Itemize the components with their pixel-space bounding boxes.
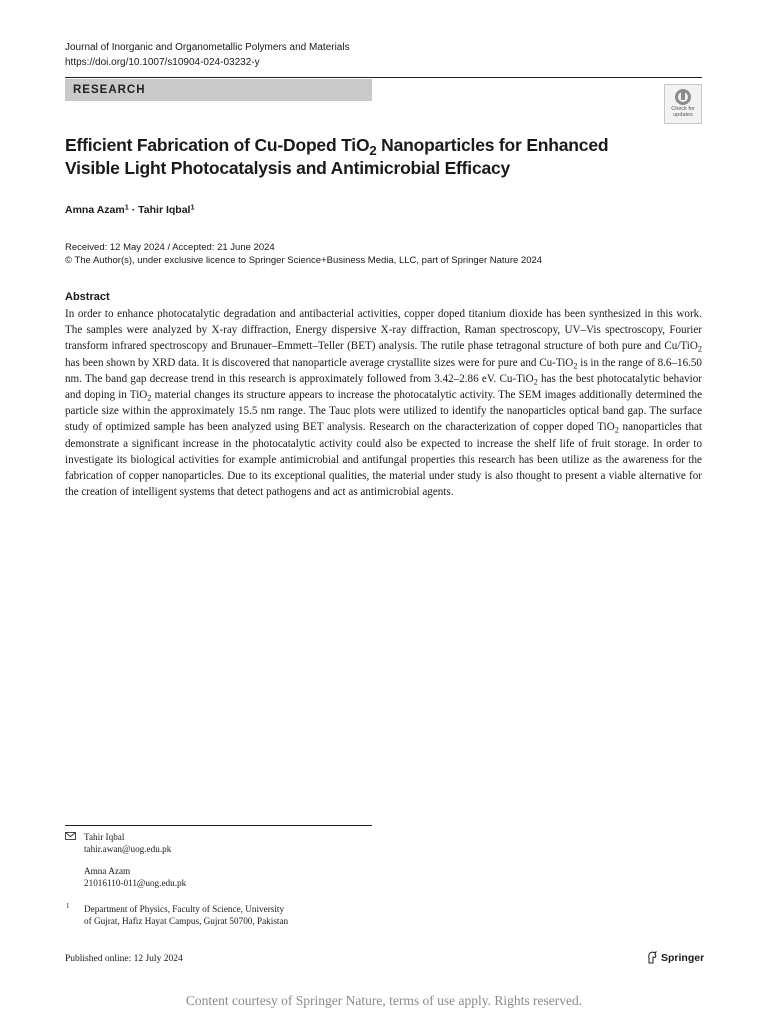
affiliation-line-2: of Gujrat, Hafiz Hayat Campus, Gujrat 50700, Pakistan [84,916,289,926]
title-line-2: Visible Light Photocatalysis and Antimicrobial Efficacy [65,158,511,178]
corresponding-author-email[interactable]: tahir.awan@uog.edu.pk [84,844,172,854]
journal-name: Journal of Inorganic and Organometallic Polymers and Materials [65,42,350,53]
abstract-text: In order to enhance photocatalytic degradation and antibacterial activities, copper doped titanium dioxide has been synthesized in this work. The samples were analyzed by X-ray diffraction, Energy dispersive X-ray diffraction, Raman spectroscopy, UV–Vis spectroscopy, Fourier transform infrared spectroscopy and Brunauer–Emmett–Teller (BET) analysis. The rutile phase tetragonal structure of both pure and Cu/TiO$_2$ has been shown by XRD data. It is discovered that nanoparticle average crystallite sizes were for pure and Cu-TiO$_2$ is in the range of 8.6–16.50 nm. The band gap decrease trend in this research is approximately followed from 3.42–2.86 eV. Cu-TiO$_2$ has the best photocatalytic behavior and doping in TiO$_2$ material changes its structure appears to increase the photocatalytic activity. The SEM images additionally determined the particle size within the approximately 15.5 nm range. The Tauc plots were utilized to identify the nanoparticles optical band gap. The surface study of optimized sample has been analyzed using BET analysis. Research on the characterization of copper doped TiO$_2$ nanoparticles that demonstrate a significant increase in the photocatalytic activity could also be expected to increase the shelf life of fruit storage. In order to investigate its biological activities for example antimicrobial and antifungal properties this research has been utilize as the awareness for the fabrication of copper nanoparticles. Due to its exceptional qualities, the material under study is also thought to present a viable alternative for the creation of intelligent systems that detect pathogens and act as antimicrobial agents. [65,308,702,499]
courtesy-notice: Content courtesy of Springer Nature, terms of use apply. Rights reserved. [185,993,583,1008]
corresponding-author [84,831,171,855]
coauthor-name: Amna Azam [84,866,131,876]
affiliation-mark: 1 [124,202,129,212]
affiliation-number: 1 [66,902,70,910]
published-online: Published online: 12 July 2024 [65,954,183,964]
title-subscript: 2 [369,142,377,158]
affiliation-line-1: Department of Physics, Faculty of Science, University [84,904,285,914]
header-rule [65,77,702,78]
title-part: Efficient Fabrication of Cu-Doped TiO [65,135,370,155]
springer-horse-icon [646,951,658,964]
springer-wordmark: Springer [661,951,705,964]
section-label: RESEARCH [65,79,372,101]
check-updates-label-2: updates [673,112,693,118]
copyright-line: © The Author(s), under exclusive licence to Springer Science+Business Media, LLC, part of Springer Nature 2024 [65,255,543,266]
article-dates [65,241,542,267]
springer-logo[interactable] [646,951,704,964]
author-separator: · [128,204,139,216]
article-title [65,134,705,180]
affiliation [84,903,288,927]
received-accepted: Received: 12 May 2024 / Accepted: 21 June 2024 [65,242,275,253]
envelope-icon [65,831,76,843]
coauthor-contact [84,865,186,889]
check-updates-icon [674,88,692,106]
author-list [65,204,195,216]
corresponding-author-name: Tahir Iqbal [84,832,125,842]
affiliation-mark: 1 [190,202,195,212]
footnote-rule [65,825,372,826]
coauthor-email[interactable]: 21016110-011@uog.edu.pk [84,878,187,888]
check-updates-label: Check for [671,106,695,112]
author-name[interactable]: Tahir Iqbal [138,204,191,216]
doi-link[interactable]: https://doi.org/10.1007/s10904-024-03232-y [65,57,260,68]
abstract-heading: Abstract [65,291,110,303]
author-name[interactable]: Amna Azam [65,204,125,216]
check-for-updates-badge[interactable] [664,84,702,124]
title-part: Nanoparticles for Enhanced [376,135,609,155]
